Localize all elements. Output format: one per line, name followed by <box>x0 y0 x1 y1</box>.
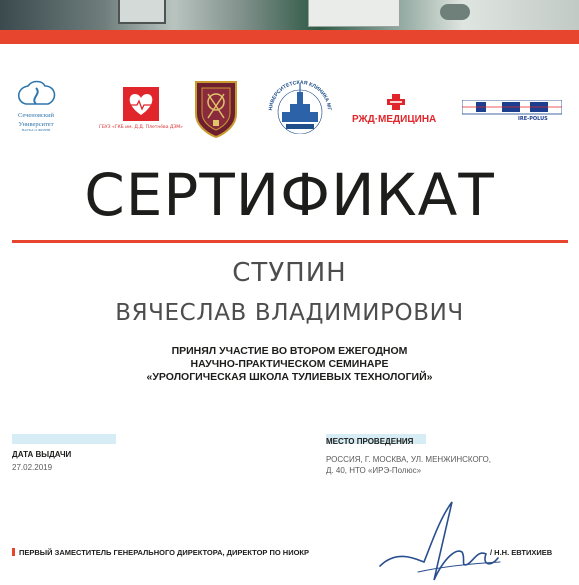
sechenov-name-line1: Сеченовский <box>17 112 55 119</box>
msu-clinic-logo <box>264 78 336 134</box>
venue-address-line-1: РОССИЯ, Г. МОСКВА, УЛ. МЕНЖИНСКОГО, <box>326 455 491 464</box>
msu-arc-label: НИВЕРСИТЕТСКАЯ КЛИНИКА МГ <box>268 79 332 111</box>
venue-address <box>326 454 526 476</box>
gkb-heart-icon <box>96 86 186 122</box>
equipment-knob-graphic <box>440 4 470 20</box>
statement-line-1: ПРИНЯЛ УЧАСТИЕ ВО ВТОРОМ ЕЖЕГОДНОМ <box>171 345 408 357</box>
venue-address-line-2: Д. 40, НТО «ИРЭ-Полюс» <box>326 466 422 475</box>
statement-line-2: НАУЧНО-ПРАКТИЧЕСКОМ СЕМИНАРЕ <box>190 358 389 370</box>
certificate-statement <box>0 345 579 384</box>
ipg-label: IRE-POLUS <box>518 116 548 122</box>
header-photo-strip <box>0 0 579 30</box>
university-crest-logo <box>194 80 238 138</box>
title-divider <box>12 240 568 243</box>
gkb-pletnev-logo <box>96 86 186 130</box>
rzd-medicine-logo <box>352 92 444 125</box>
ipg-logo <box>462 100 562 124</box>
equipment-screen-graphic <box>118 0 166 24</box>
partner-logos-row <box>0 78 579 148</box>
issue-date-label: ДАТА ВЫДАЧИ <box>12 450 72 459</box>
statement-line-3: «УРОЛОГИЧЕСКАЯ ШКОЛА ТУЛИЕВЫХ ТЕХНОЛОГИЙ» <box>146 371 433 383</box>
issue-date-value: 27.02.2019 <box>12 463 53 472</box>
signatory-name: / Н.Н. ЕВТИХИЕВ <box>490 548 553 557</box>
certificate-title: СЕРТИФИКАТ <box>84 161 495 229</box>
equipment-panel-graphic <box>308 0 400 27</box>
recipient-surname: СТУПИН <box>232 258 347 288</box>
sechenov-university-logo <box>8 80 64 133</box>
signatory-position <box>12 548 309 557</box>
crest-shield-icon <box>194 80 238 138</box>
recipient-given-names: ВЯЧЕСЛАВ ВЛАДИМИРОВИЧ <box>115 300 464 326</box>
sechenov-tagline: НАУКА О ЖИЗНИ <box>21 128 51 132</box>
rzd-label: РЖД·МЕДИЦИНА <box>352 114 437 125</box>
gkb-caption: ГБУЗ «ГКБ им. Д.Д. Плетнёва ДЗМ» <box>99 125 183 130</box>
rzd-cross-icon <box>352 92 444 112</box>
sechenov-name-line2: Университет <box>18 121 54 128</box>
venue-label: МЕСТО ПРОВЕДЕНИЯ <box>326 437 414 446</box>
handwritten-signature <box>374 488 514 585</box>
issue-date-highlight <box>12 434 116 444</box>
accent-marker <box>12 548 15 556</box>
msu-building-icon <box>264 78 336 134</box>
header-accent-band <box>0 30 579 44</box>
sechenov-emblem-icon <box>8 80 64 110</box>
signatory-position-text: ПЕРВЫЙ ЗАМЕСТИТЕЛЬ ГЕНЕРАЛЬНОГО ДИРЕКТОРА, ДИРЕКТОР ПО НИОКР <box>19 548 310 557</box>
